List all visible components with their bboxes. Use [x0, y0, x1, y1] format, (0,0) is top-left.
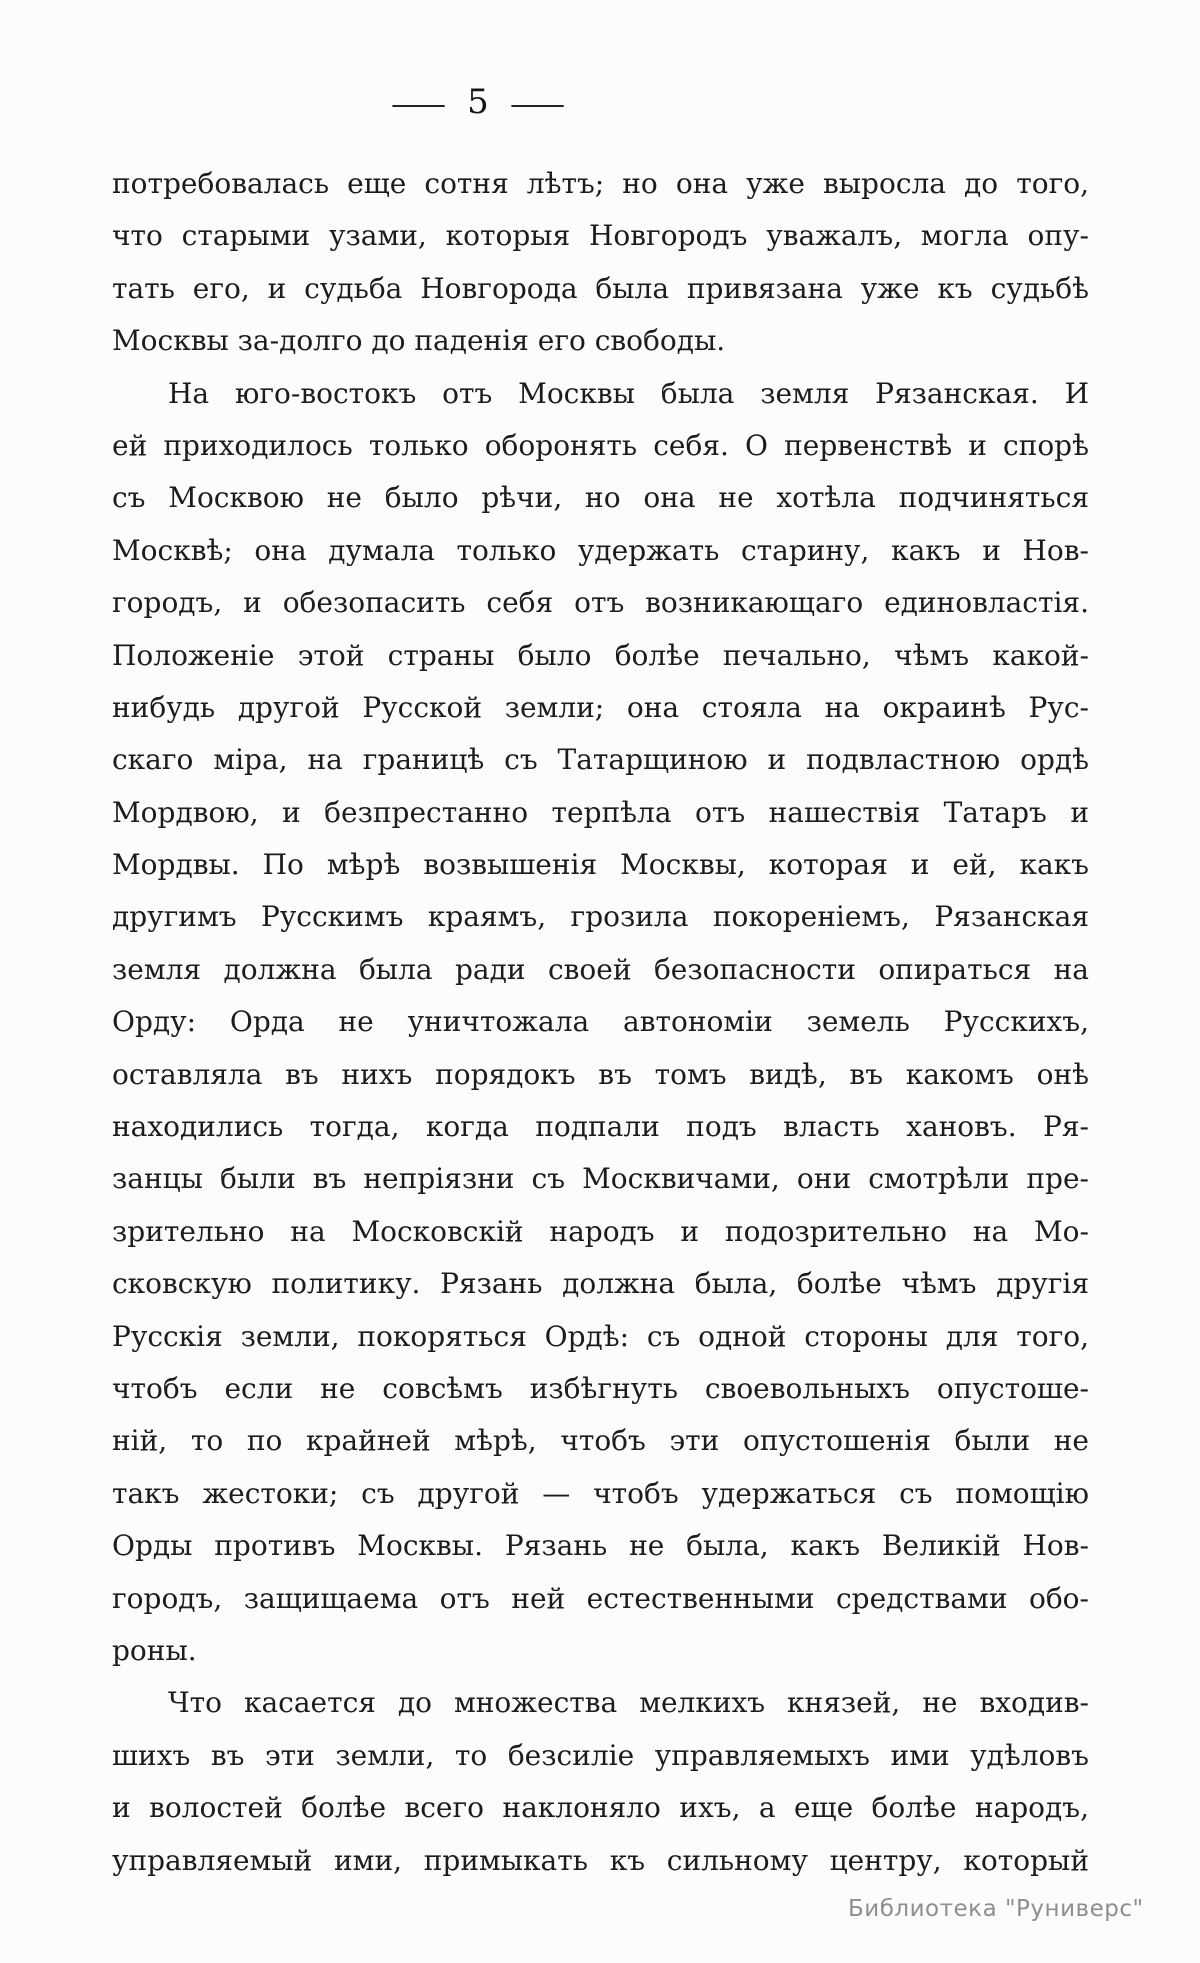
text-line: земля должна была ради своей безопасности опираться на [112, 952, 1089, 986]
text-line: управляемый ими, примыкать къ сильному центру, который [112, 1843, 1089, 1877]
text-line: такъ жестоки; съ другой — чтобъ удержаться съ помощію [112, 1476, 1089, 1510]
text-line: Мордвою, и безпрестанно терпѣла отъ нашествія Татаръ и [112, 795, 1089, 829]
text-line: Русскія земли, покоряться Ордѣ: съ одной стороны для того, [112, 1319, 1089, 1353]
text-line: что старыми узами, которыя Новгородъ уважалъ, могла опу- [112, 219, 1089, 253]
text-line: съ Москвою не было рѣчи, но она не хотѣла подчиняться [112, 481, 1089, 515]
text-line: Положеніе этой страны было болѣе печально, чѣмъ какой- [112, 638, 1089, 672]
text-line: городъ, защищаема отъ ней естественными средствами обо- [112, 1581, 1089, 1615]
header-right-dash: — [508, 86, 567, 122]
text-line: занцы были въ непріязни съ Москвичами, они смотрѣли пре- [112, 1162, 1089, 1196]
text-line: роны. [112, 1633, 197, 1667]
text-line: Орды противъ Москвы. Рязань не была, какъ Великій Нов- [112, 1529, 1089, 1563]
page-number: 5 [467, 82, 489, 122]
text-line: потребовалась еще сотня лѣтъ; но она уже выросла до того, [112, 167, 1089, 200]
text-line: городъ, и обезопасить себя отъ возникающаго единовластія. [112, 586, 1089, 620]
text-line: чтобъ если не совсѣмъ избѣгнуть своевольныхъ опустоше- [112, 1371, 1089, 1405]
text-line: зрительно на Московскій народъ и подозрительно на Мо- [112, 1214, 1089, 1248]
body-text [112, 158, 1089, 1887]
text-line: оставляла въ нихъ порядокъ въ томъ видѣ, въ какомъ онѣ [112, 1057, 1089, 1091]
text-line: другимъ Русскимъ краямъ, грозила покореніемъ, Рязанская [112, 900, 1089, 934]
text-line: тать его, и судьба Новгорода была привязана уже къ судьбѣ [112, 271, 1089, 305]
text-line: находились тогда, когда подпали подъ власть хановъ. Ря- [112, 1110, 1089, 1144]
text-line: Москвы за-долго до паденія его свободы. [112, 324, 726, 358]
text-line: шихъ въ эти земли, то безсиліе управляемыхъ ими удѣловъ [112, 1738, 1089, 1772]
text-line: На юго-востокъ отъ Москвы была земля Рязанская. И [168, 376, 1089, 410]
text-line: нибудь другой Русской земли; она стояла на окраинѣ Рус- [112, 690, 1089, 724]
text-line: Что касается до множества мелкихъ князей, не входив- [168, 1686, 1089, 1720]
text-line: Орду: Орда не уничтожала автономіи земель Русскихъ, [112, 1005, 1089, 1039]
library-watermark: Библиотека "Руниверс" [848, 1896, 1144, 1922]
header-left-dash: — [389, 86, 448, 122]
text-line: ній, то по крайней мѣрѣ, чтобъ эти опустошенія были не [112, 1424, 1089, 1458]
text-line: и волостей болѣе всего наклоняло ихъ, а еще болѣе народъ, [112, 1791, 1089, 1825]
text-line: скаго міра, на границѣ съ Татарщиною и подвластною ордѣ [112, 743, 1089, 777]
text-line: Мордвы. По мѣрѣ возвышенія Москвы, которая и ей, какъ [112, 848, 1089, 882]
text-line: сковскую политику. Рязань должна была, болѣе чѣмъ другія [112, 1267, 1089, 1301]
text-line: Москвѣ; она думала только удержать старину, какъ и Нов- [112, 533, 1089, 567]
page-header [389, 82, 567, 122]
text-line: ей приходилось только оборонять себя. О первенствѣ и спорѣ [112, 428, 1089, 462]
